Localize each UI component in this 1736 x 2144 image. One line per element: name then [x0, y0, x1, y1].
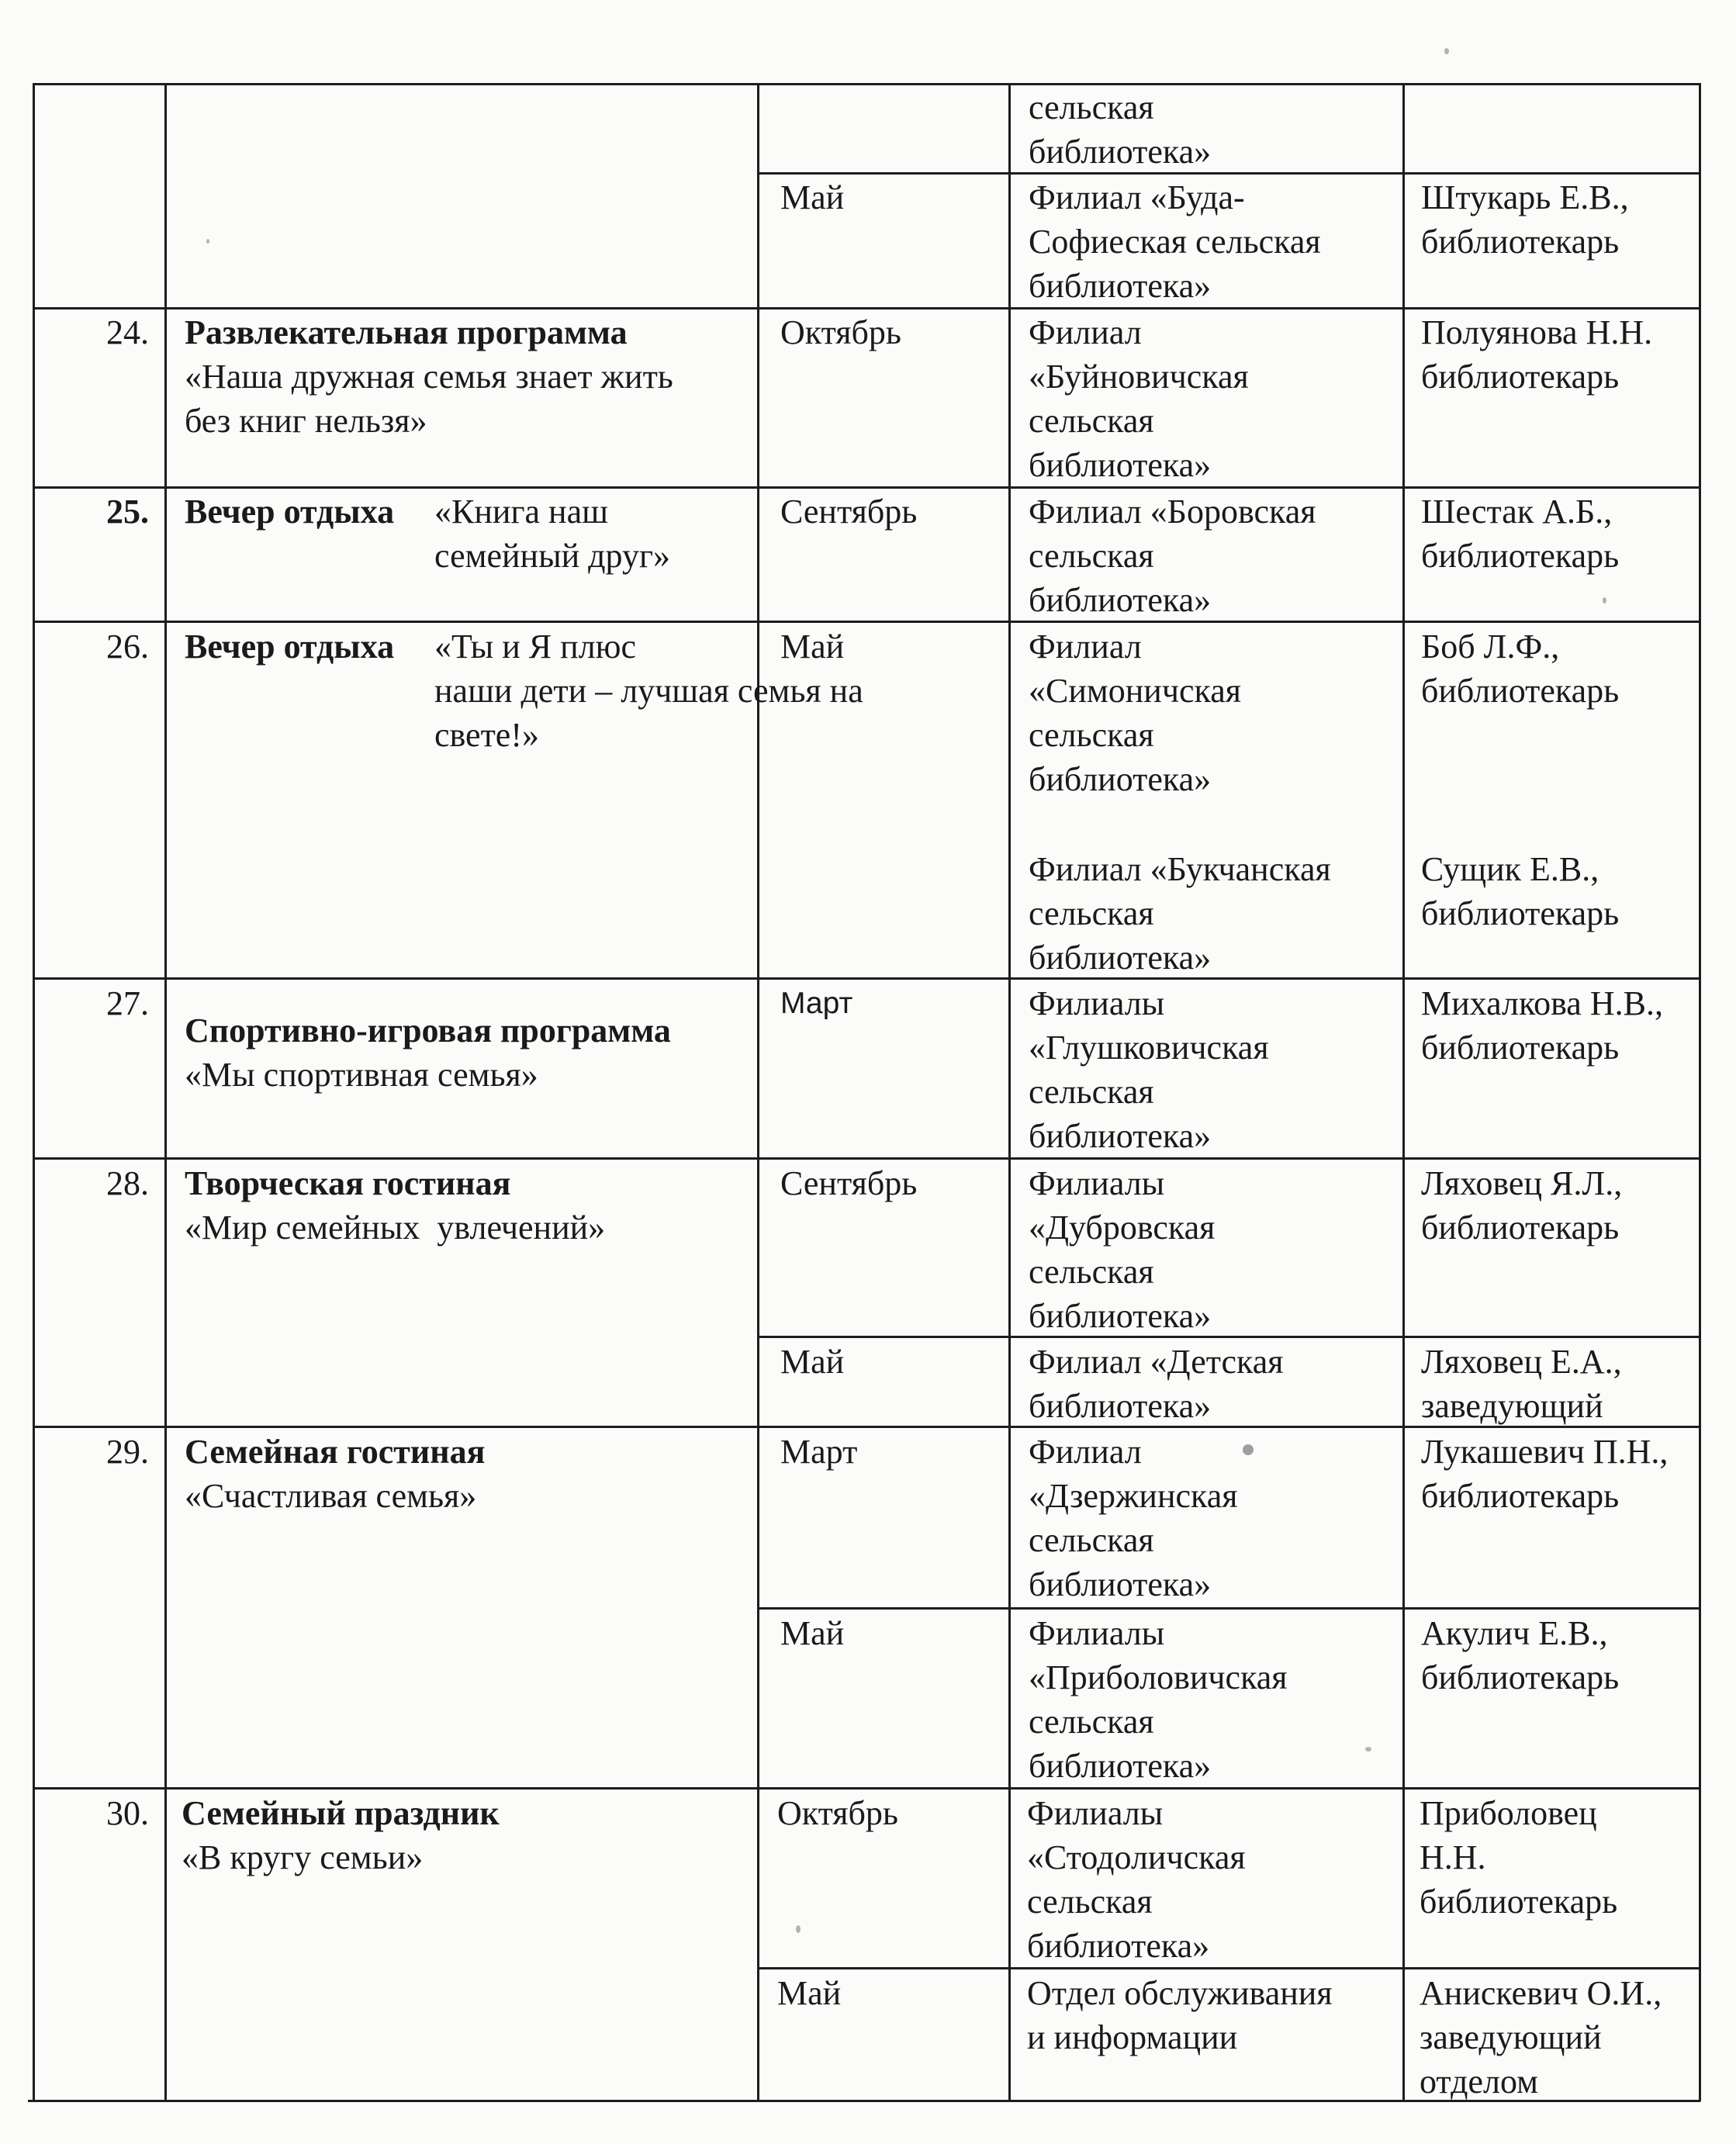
event-title: «Счастливая семья»	[185, 1477, 477, 1515]
column-divider	[1402, 83, 1405, 2101]
month-cell: Март	[780, 987, 853, 1020]
event-type: Творческая гостиная	[185, 1164, 511, 1202]
row-number: 25.	[106, 493, 149, 531]
table-border-top	[33, 83, 1700, 85]
table-border-left	[33, 83, 35, 2101]
place-cell: Филиалы «Глушковичская сельская библиотека»	[1029, 984, 1269, 1155]
row-divider	[33, 1787, 1700, 1790]
row-divider	[33, 307, 1700, 309]
row-divider	[33, 621, 1700, 623]
row-number: 28.	[106, 1164, 149, 1202]
month-cell: Май	[780, 1343, 845, 1381]
row-divider	[33, 977, 1700, 980]
month-cell: Сентябрь	[780, 1164, 918, 1202]
place-cell: Отдел обслуживания и информации	[1027, 1974, 1333, 2056]
row-divider	[33, 486, 1700, 489]
scan-speck	[1444, 48, 1449, 54]
scan-speck	[1603, 597, 1606, 603]
row-number: 24.	[106, 313, 149, 351]
place-cell: Филиал «Детская библиотека»	[1029, 1343, 1284, 1425]
row-divider	[757, 172, 1700, 175]
table-border-right	[1699, 83, 1701, 2101]
place-cell: Филиалы «Стодоличская сельская библиотека»	[1027, 1794, 1246, 1965]
place-cell: Филиал «Дзержинская сельская библиотека»	[1029, 1433, 1238, 1603]
place-cell: Филиал «Буйновичская сельская библиотека»	[1029, 313, 1249, 484]
event-title: «Мы спортивная семья»	[185, 1056, 538, 1094]
column-divider	[164, 83, 167, 2101]
row-divider	[33, 1157, 1700, 1160]
responsible-cell: Боб Л.Ф., библиотекарь	[1421, 628, 1620, 710]
event-type: Вечер отдыха	[185, 628, 395, 666]
responsible-cell: Акулич Е.В., библиотекарь	[1421, 1614, 1620, 1696]
event-title: «Ты и Я плюс наши дети – лучшая семья на свете!»	[434, 628, 863, 754]
event-type: Семейный праздник	[182, 1794, 500, 1832]
month-cell: Май	[780, 628, 845, 666]
event-type: Спортивно-игровая программа	[185, 1011, 671, 1050]
place-cell: сельская библиотека»	[1029, 88, 1212, 171]
event-title: «Книга наш семейный друг»	[434, 493, 671, 575]
scan-speck	[796, 1925, 801, 1933]
responsible-cell: Лукашевич П.Н., библиотекарь	[1421, 1433, 1669, 1515]
place-cell: Филиал «Букчанская сельская библиотека»	[1029, 850, 1331, 977]
month-cell: Март	[780, 1433, 858, 1471]
month-cell: Май	[777, 1974, 842, 2012]
responsible-cell: Сущик Е.В., библиотекарь	[1421, 850, 1620, 932]
month-cell: Сентябрь	[780, 493, 918, 531]
column-divider	[1008, 83, 1011, 2101]
responsible-cell: Приболовец Н.Н. библиотекарь	[1420, 1794, 1618, 1921]
month-cell: Май	[780, 178, 845, 216]
responsible-cell: Шестак А.Б., библиотекарь	[1421, 493, 1620, 575]
event-type: Вечер отдыха	[185, 493, 395, 531]
event-type: Семейная гостиная	[185, 1433, 486, 1471]
responsible-cell: Ляховец Я.Л., библиотекарь	[1421, 1164, 1623, 1247]
place-cell: Филиал «Буда- Софиеская сельская библиотека»	[1029, 178, 1321, 305]
row-number: 29.	[106, 1433, 149, 1471]
column-divider	[757, 83, 759, 2101]
responsible-cell: Михалкова Н.В., библиотекарь	[1421, 984, 1663, 1067]
responsible-cell: Анискевич О.И., заведующий отделом	[1420, 1974, 1662, 2101]
row-number: 26.	[106, 628, 149, 666]
month-cell: Октябрь	[777, 1794, 898, 1832]
row-divider	[757, 1336, 1700, 1338]
responsible-cell: Ляховец Е.А., заведующий	[1421, 1343, 1622, 1425]
scan-speck	[1365, 1747, 1371, 1752]
row-number: 30.	[106, 1794, 149, 1832]
place-cell: Филиал «Симоничская сельская библиотека»	[1029, 628, 1241, 798]
event-title: «В кругу семьи»	[182, 1838, 424, 1876]
place-cell: Филиалы «Приболовичская сельская библиотека»	[1029, 1614, 1288, 1785]
event-title: «Мир семейных увлечений»	[185, 1209, 606, 1247]
row-number: 27.	[106, 984, 149, 1022]
month-cell: Май	[780, 1614, 845, 1652]
responsible-cell: Штукарь Е.В., библиотекарь	[1421, 178, 1629, 261]
scan-speck	[1243, 1444, 1254, 1455]
place-cell: Филиалы «Дубровская сельская библиотека»	[1029, 1164, 1216, 1335]
event-type: Развлекательная программа	[185, 313, 628, 351]
month-cell: Октябрь	[780, 313, 901, 351]
responsible-cell: Полуянова Н.Н. библиотекарь	[1421, 313, 1653, 396]
event-title: «Наша дружная семья знает жить без книг нельзя»	[185, 358, 673, 440]
row-divider	[757, 1607, 1700, 1610]
scan-speck	[206, 239, 209, 244]
place-cell: Филиал «Боровская сельская библиотека»	[1029, 493, 1316, 619]
